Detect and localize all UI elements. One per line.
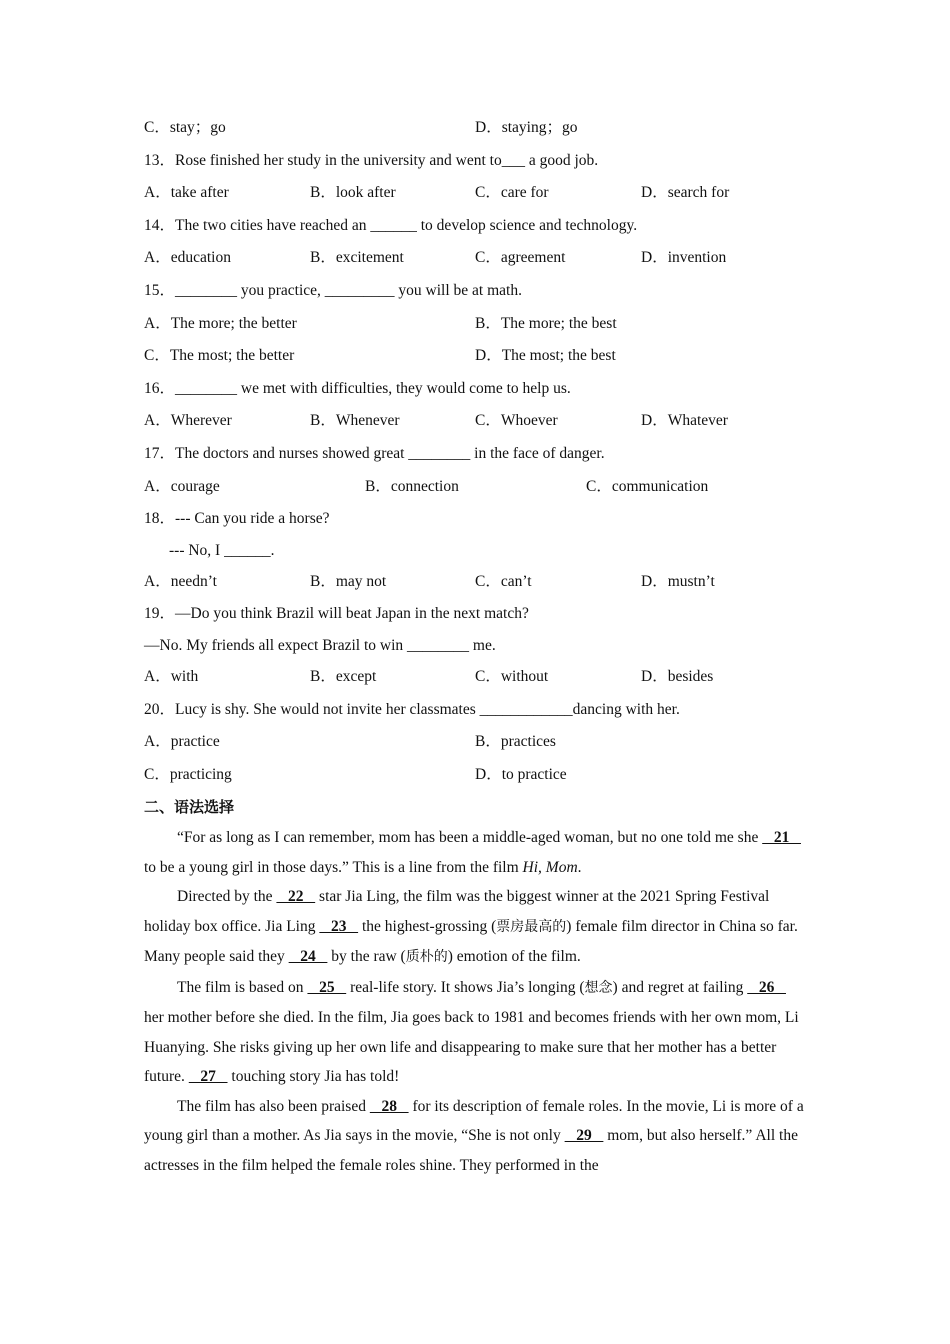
- passage-text: to be a young girl in those days.” This is a line from the film: [144, 858, 523, 876]
- q13-option-a[interactable]: A．take after: [144, 184, 229, 202]
- q19-option-b[interactable]: B．except: [310, 667, 377, 685]
- blank-25[interactable]: 25: [307, 978, 347, 996]
- q18-reply: --- No, I ______.: [169, 541, 275, 559]
- q20-option-a[interactable]: A．practice: [144, 733, 220, 751]
- q13-option-d[interactable]: D．search for: [641, 184, 730, 202]
- passage-text: mom, but also herself.” All the actresses in the film helped the female roles shine. They performed in the: [144, 1127, 798, 1174]
- q20-option-c[interactable]: C．practicing: [144, 765, 232, 783]
- passage-text: for its description of female roles. In the movie, Li is more of a young girl than a mother. As Jia says in the movie, “She is not only: [144, 1097, 804, 1145]
- q17-option-b[interactable]: B．connection: [365, 477, 459, 495]
- passage-text: The film is based on: [177, 978, 308, 996]
- q12-option-d[interactable]: D．staying；go: [475, 119, 578, 136]
- q15-option-c[interactable]: C．The most; the better: [144, 347, 295, 365]
- q14-options: [144, 242, 809, 275]
- passage-paragraph-2: [144, 882, 809, 973]
- passage-text: ) and regret at failing: [612, 978, 748, 996]
- q17-stem: 17．The doctors and nurses showed great ________ in the face of danger.: [144, 444, 605, 462]
- passage-gloss: 质朴的: [405, 949, 448, 966]
- q16-option-a[interactable]: A．Wherever: [144, 412, 232, 430]
- q16-options: [144, 405, 809, 438]
- q19-option-d[interactable]: D．besides: [641, 667, 714, 685]
- q20-options-row2: [144, 759, 809, 792]
- q16-stem: 16．________ we met with difficulties, they would come to help us.: [144, 379, 571, 397]
- q14-option-b[interactable]: B．excitement: [310, 249, 404, 267]
- q17-option-c[interactable]: C．communication: [586, 477, 709, 495]
- passage-text: Directed by the: [177, 888, 277, 906]
- passage-paragraph-1: [144, 823, 809, 882]
- passage-text: star Jia Ling, the film was the biggest winner at the 2021 Spring Festival holiday box office. Jia Ling: [144, 888, 770, 935]
- passage-text: the highest-grossing (: [358, 917, 497, 935]
- q14-option-d[interactable]: D．invention: [641, 249, 727, 267]
- q19-reply: —No. My friends all expect Brazil to win ________ me.: [144, 636, 496, 654]
- q20-options-row1: [144, 726, 809, 759]
- q15-options-row1: [144, 308, 809, 341]
- q19-option-c[interactable]: C．without: [475, 667, 549, 685]
- passage-text: her mother before she died. In the film, Jia goes back to 1981 and becomes friends with her own mom, Li Huanying. She risks giving up her own life and disappearing to make sure that her mother has a better future.: [144, 1009, 799, 1086]
- blank-22[interactable]: 22: [276, 888, 316, 906]
- q13-options: [144, 177, 809, 210]
- blank-23[interactable]: 23: [319, 917, 359, 935]
- q15-option-b[interactable]: B．The more; the best: [475, 314, 617, 332]
- passage-text: ) female film director in China so far. Many people said they: [144, 917, 798, 966]
- q20-option-d[interactable]: D．to practice: [475, 765, 567, 783]
- q12-options: [144, 112, 809, 145]
- passage-gloss: 票房最高的: [496, 918, 567, 935]
- passage-text: “For as long as I can remember, mom has been a middle-aged woman, but no one told me she: [177, 829, 759, 847]
- q15-option-d[interactable]: D．The most; the best: [475, 347, 616, 365]
- q16-option-d[interactable]: D．Whatever: [641, 412, 728, 430]
- q17-option-a[interactable]: A．courage: [144, 477, 220, 495]
- passage-text: .: [577, 858, 582, 876]
- q12-option-c[interactable]: C．stay；go: [144, 119, 226, 136]
- blank-27[interactable]: 27: [188, 1068, 228, 1086]
- passage-gloss: 想念: [584, 979, 613, 996]
- q19-option-a[interactable]: A．with: [144, 667, 199, 685]
- q20-stem: 20．Lucy is shy. She would not invite her classmates ____________dancing with her.: [144, 700, 680, 718]
- passage-text: touching story Jia has told!: [227, 1068, 400, 1086]
- q19-stem: 19．—Do you think Brazil will beat Japan in the next match?: [144, 605, 529, 623]
- blank-21[interactable]: 21: [762, 829, 801, 847]
- passage-text: by the raw (: [327, 948, 406, 966]
- film-title: Hi, Mom: [522, 858, 578, 876]
- q18-option-c[interactable]: C．can’t: [475, 572, 532, 590]
- q18-option-b[interactable]: B．may not: [310, 572, 387, 590]
- q18-stem: 18．--- Can you ride a horse?: [144, 510, 330, 528]
- q13-stem: 13．Rose finished her study in the university and went to___ a good job.: [144, 151, 599, 169]
- passage-text: ) emotion of the film.: [447, 948, 581, 966]
- passage-text: real-life story. It shows Jia’s longing (: [346, 978, 585, 996]
- q15-stem: 15．________ you practice, _________ you will be at math.: [144, 281, 522, 299]
- blank-24[interactable]: 24: [288, 948, 328, 966]
- q20-option-b[interactable]: B．practices: [475, 733, 556, 751]
- q14-option-a[interactable]: A．education: [144, 249, 231, 267]
- q15-options-row2: [144, 340, 809, 373]
- worksheet-page: [144, 112, 809, 1180]
- q14-stem: 14．The two cities have reached an ______ to develop science and technology.: [144, 216, 638, 234]
- q13-option-c[interactable]: C．care for: [475, 184, 549, 202]
- passage-text: The film has also been praised: [177, 1097, 370, 1115]
- q18-option-d[interactable]: D．mustn’t: [641, 572, 715, 590]
- q18-options: [144, 566, 809, 599]
- blank-28[interactable]: 28: [369, 1097, 409, 1115]
- blank-29[interactable]: 29: [564, 1127, 604, 1145]
- q16-option-c[interactable]: C．Whoever: [475, 412, 558, 430]
- q16-option-b[interactable]: B．Whenever: [310, 412, 400, 430]
- q19-options: [144, 661, 809, 694]
- passage-paragraph-4: [144, 1092, 809, 1181]
- q13-option-b[interactable]: B．look after: [310, 184, 396, 202]
- section-title-grammar: 二、语法选择: [144, 798, 235, 817]
- passage-paragraph-3: [144, 973, 809, 1092]
- q15-option-a[interactable]: A．The more; the better: [144, 314, 297, 332]
- q18-option-a[interactable]: A．needn’t: [144, 572, 217, 590]
- q17-options: [144, 471, 809, 504]
- blank-26[interactable]: 26: [747, 978, 786, 996]
- q14-option-c[interactable]: C．agreement: [475, 249, 566, 267]
